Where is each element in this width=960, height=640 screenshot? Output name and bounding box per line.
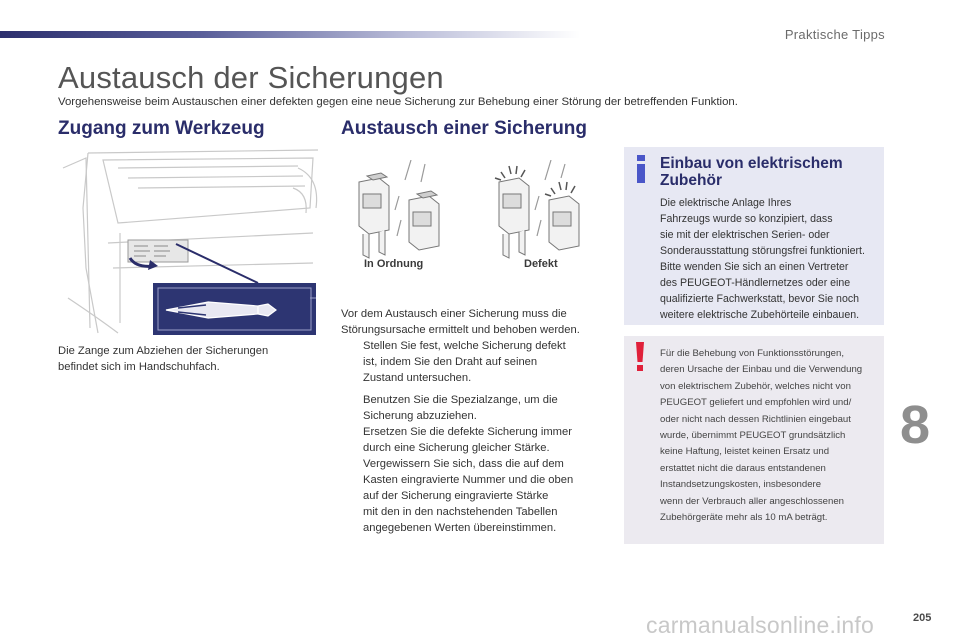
warning-line: Für die Behebung von Funktionsstörungen, (660, 348, 845, 359)
info-box (624, 147, 884, 325)
step-line: auf der Sicherung eingravierte Stärke (363, 490, 549, 502)
step-line: Sicherung abzuziehen. (363, 410, 477, 422)
exclamation-icon (634, 342, 646, 372)
fuse-ok-label: In Ordnung (364, 258, 424, 270)
warning-line: deren Ursache der Einbau und die Verwendung (660, 364, 863, 376)
step-line: mit den in den nachstehenden Tabellen (363, 506, 558, 518)
warning-line: oder nicht nach dessen Richtlinien eingebaut (660, 413, 851, 425)
info-icon (636, 155, 646, 183)
warning-line: von elektrischem Zubehör, welches nicht von (660, 380, 851, 392)
step-line: Vergewissern Sie sich, dass die auf dem (363, 458, 564, 470)
fuse-defect-label: Defekt (524, 258, 558, 270)
step-line: Ersetzen Sie die defekte Sicherung immer (363, 426, 572, 438)
step-line: Kasten eingravierte Nummer und die oben (363, 474, 574, 486)
info-line: Sonderausstattung störungsfrei funktioniert. (660, 245, 865, 257)
warning-line: keine Haftung, leistet keinen Ersatz und (660, 446, 830, 458)
caption-line: Die Zange zum Abziehen der Sicherungen (58, 345, 269, 357)
page-number: 205 (913, 612, 932, 624)
section-label: Praktische Tipps (784, 27, 885, 42)
step-line: ist, indem Sie den Draht auf seinen (363, 356, 538, 368)
list-item (341, 424, 603, 456)
warning-text (660, 346, 880, 526)
warning-line: Zubehörgeräte mehr als 10 mA beträgt. (660, 512, 828, 524)
step-line: Zustand untersuchen. (363, 372, 472, 384)
warning-line: wenn der Verbrauch aller angeschlossenen (660, 495, 845, 507)
step-line: Benutzen Sie die Spezialzange, um die (363, 394, 558, 406)
step-line: durch eine Sicherung gleicher Stärke. (363, 442, 550, 454)
tool-location-caption (58, 343, 308, 375)
info-line: qualifizierte Fachwerkstatt, bevor Sie noch (660, 293, 860, 305)
heading-tool-access: Zugang zum Werkzeug (58, 118, 265, 139)
warning-line: erstattet nicht die daraus entstandenen (660, 462, 826, 474)
list-item (341, 392, 603, 424)
list-item (341, 338, 603, 386)
info-line: Fahrzeugs wurde so konzipiert, dass (660, 213, 833, 225)
step-line: Stellen Sie fest, welche Sicherung defekt (363, 340, 566, 352)
instruction-list (341, 338, 603, 536)
info-line: Die elektrische Anlage Ihres (660, 197, 792, 209)
intro-text: Vorgehensweise beim Austauschen einer defekten gegen eine neue Sicherung zur Behebung einer Störung der betreffenden Funktion. (58, 96, 738, 108)
info-box-title: Einbau von elektrischem Zubehör (660, 155, 843, 189)
caption-line: befindet sich im Handschuhfach. (58, 361, 220, 373)
warning-line: wurde, übernimmt PEUGEOT grundsätzlich (660, 430, 846, 442)
warning-line: PEUGEOT geliefert und empfohlen wird und/ (660, 397, 852, 409)
watermark: carmanualsonline.info (646, 612, 874, 638)
info-line: Bitte wenden Sie sich an einen Vertreter (660, 261, 849, 273)
info-line: weitere elektrische Zubehörteile einbauen. (660, 309, 860, 321)
page-title: Austausch der Sicherungen (58, 60, 444, 95)
info-line: des PEUGEOT-Händlernetzes oder eine (660, 277, 851, 289)
chapter-number: 8 (900, 395, 931, 455)
instruction-intro-line: Störungsursache ermittelt und behoben werden. (341, 324, 580, 336)
list-item (341, 456, 603, 536)
warning-box (624, 336, 884, 544)
heading-fuse-replacement: Austausch einer Sicherung (341, 118, 588, 139)
warning-line: Instandsetzungskosten, insbesondere (660, 479, 822, 491)
fuse-comparison-illustration (341, 160, 581, 265)
header-gradient-bar (0, 31, 580, 38)
instruction-intro-line: Vor dem Austausch einer Sicherung muss die (341, 308, 567, 320)
fuse-instructions (341, 306, 603, 536)
step-line: angegebenen Werten übereinstimmen. (363, 522, 557, 534)
info-box-text (660, 195, 882, 323)
glovebox-illustration (58, 148, 321, 336)
info-line: sie mit der elektrischen Serien- oder (660, 229, 830, 241)
